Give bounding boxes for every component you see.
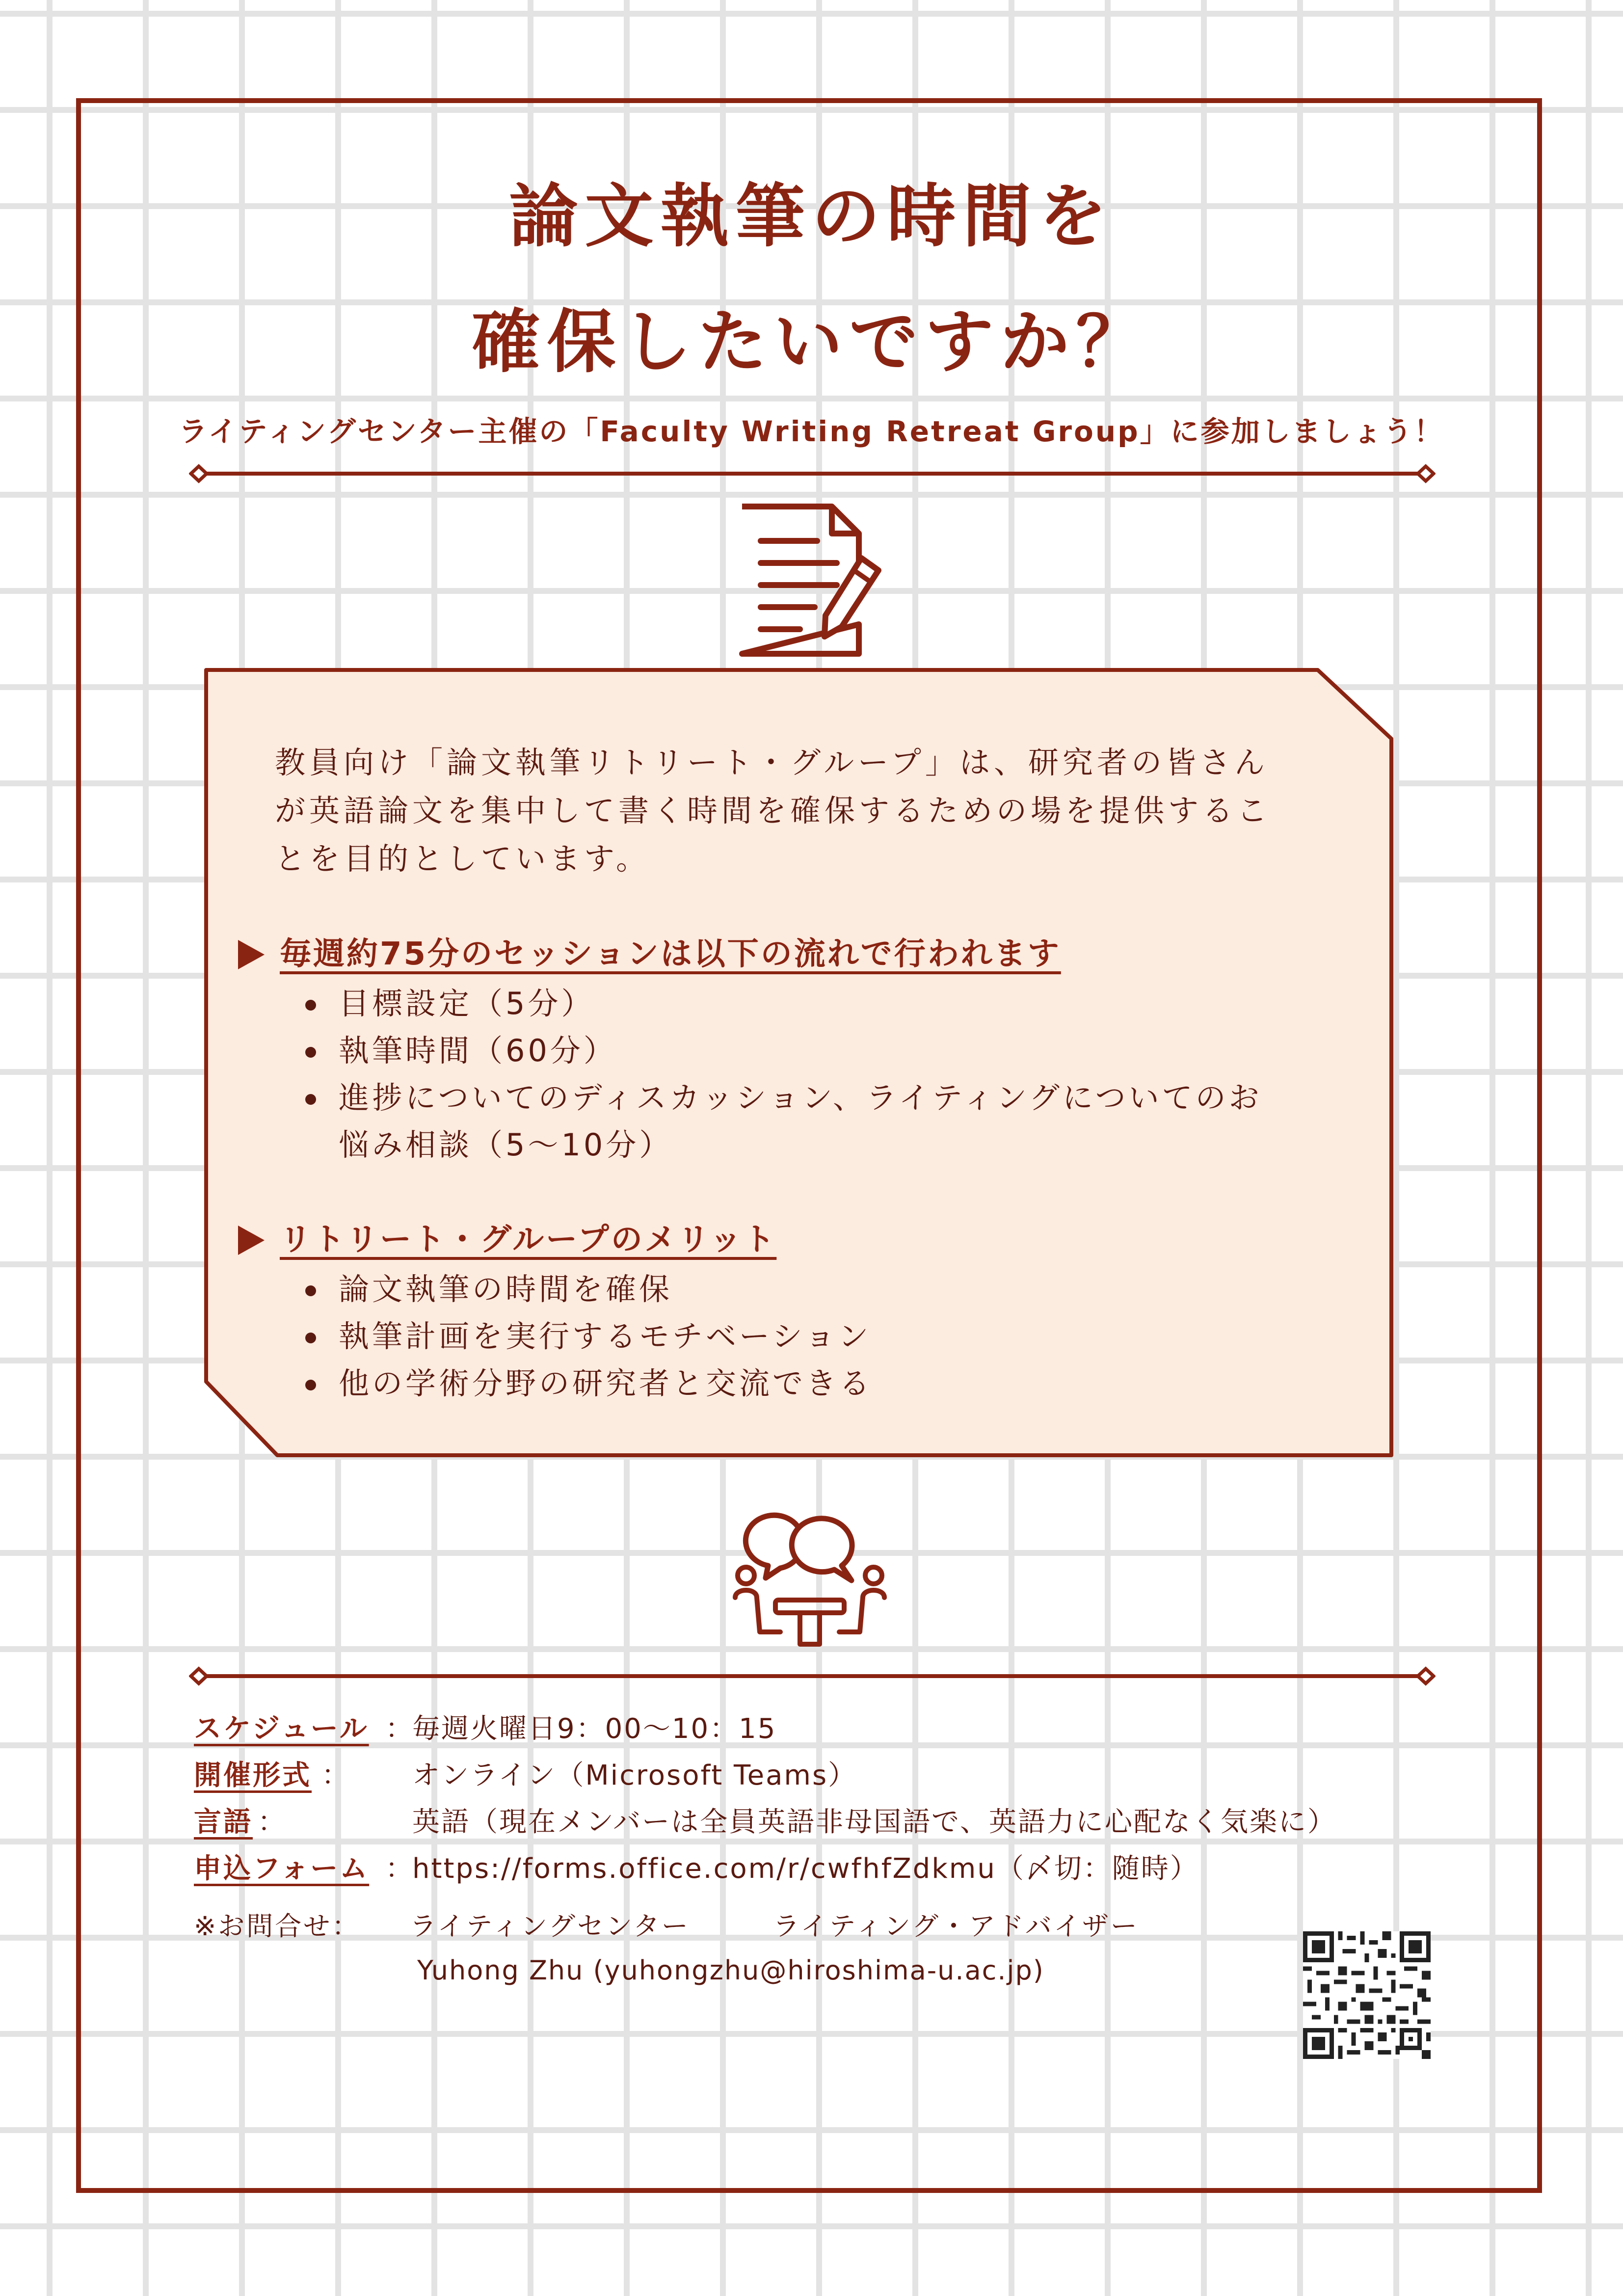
info-row-form: 申込フォーム ： https://forms.office.com/r/cwfhfZdkmu（〆切：随時） — [194, 1845, 1421, 1892]
page-subtitle: ライティングセンター主催の「Faculty Writing Retreat Group」に参加しましょう！ — [179, 415, 1444, 448]
triangle-icon — [238, 1226, 265, 1255]
page-title-line-1: 論文執筆の時間を — [509, 177, 1114, 257]
info-row-language: 言語 ： 英語（現在メンバーは全員英語非母国語で、英語力に心配なく気楽に） — [194, 1799, 1421, 1845]
event-info — [194, 1706, 1421, 1892]
schedule-label: スケジュール — [194, 1713, 369, 1745]
merits-list — [275, 1266, 1384, 1407]
contact-person: Yuhong Zhu (yuhongzhu@hiroshima-u.ac.jp) — [417, 1955, 1044, 1986]
triangle-icon — [238, 940, 265, 969]
page-title-line-2: 確保したいですか？ — [471, 302, 1152, 382]
format-label: 開催形式 — [194, 1760, 312, 1791]
format-value: オンライン（Microsoft Teams） — [412, 1760, 857, 1791]
form-url-link[interactable]: https://forms.office.com/r/cwfhfZdkmu（〆切：随時） — [412, 1853, 1199, 1885]
contact-org: ライティングセンター — [410, 1911, 690, 1942]
section-heading-merits: リトリート・グループのメリット — [275, 1218, 1384, 1262]
contact-role: ライティング・アドバイザー — [773, 1911, 1139, 1942]
info-row-format: 開催形式 ： オンライン（Microsoft Teams） — [194, 1752, 1421, 1799]
list-item: 執筆時間（60分） — [339, 1027, 1384, 1074]
form-label: 申込フォーム — [194, 1853, 370, 1885]
section-heading-session: 毎週約75分のセッションは以下の流れで行われます — [275, 932, 1384, 976]
meeting-group-icon — [726, 1497, 893, 1649]
contact-label: ※お問合せ： — [194, 1911, 361, 1942]
intro-text — [275, 739, 1384, 883]
session-flow-list — [275, 980, 1384, 1169]
list-item: 進捗についてのディスカッション、ライティングについてのお 悩み相談（5～10分） — [339, 1074, 1384, 1169]
intro-line: が英語論文を集中して書く時間を確保するための場を提供するこ — [275, 793, 1272, 828]
qr-code-icon[interactable] — [1303, 1931, 1431, 2059]
schedule-value: 毎週火曜日9：00～10：15 — [412, 1713, 777, 1745]
info-row-schedule: スケジュール ： 毎週火曜日9：00～10：15 — [194, 1706, 1421, 1752]
language-label: 言語 — [194, 1806, 253, 1838]
divider-bottom — [189, 1666, 1436, 1686]
list-item: 他の学術分野の研究者と交流できる — [339, 1360, 1384, 1407]
list-item: 執筆計画を実行するモチベーション — [339, 1313, 1384, 1360]
document-pencil-icon — [736, 502, 888, 659]
contact-info — [194, 1904, 1139, 1993]
language-value: 英語（現在メンバーは全員英語非母国語で、英語力に心配なく気楽に） — [412, 1806, 1336, 1838]
list-item: 目標設定（5分） — [339, 980, 1384, 1027]
intro-line: 教員向け「論文執筆リトリート・グループ」は、研究者の皆さん — [275, 745, 1269, 780]
divider-top — [189, 464, 1436, 483]
intro-line: とを目的としています。 — [275, 841, 651, 877]
list-item: 論文執筆の時間を確保 — [339, 1266, 1384, 1313]
card-content — [275, 739, 1384, 1407]
